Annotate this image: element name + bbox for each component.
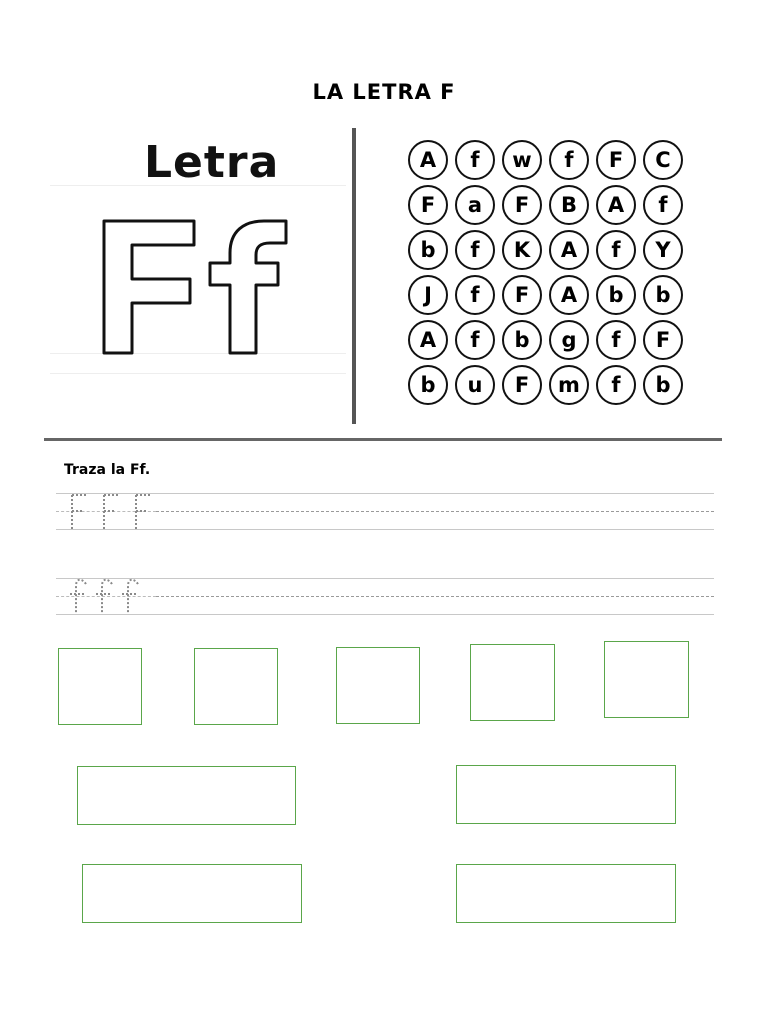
answer-box-small-4[interactable] (470, 644, 555, 721)
letter-circle[interactable]: f (455, 320, 495, 360)
trace-row-lowercase[interactable] (56, 578, 714, 618)
letter-circle[interactable]: b (596, 275, 636, 315)
letter-circle[interactable]: f (596, 320, 636, 360)
letter-circle[interactable]: f (455, 275, 495, 315)
letter-circle[interactable]: f (596, 230, 636, 270)
letter-circle[interactable]: A (596, 185, 636, 225)
letter-circle[interactable]: f (549, 140, 589, 180)
vertical-divider (352, 128, 356, 424)
letter-circle[interactable]: A (549, 275, 589, 315)
letter-circle[interactable]: g (549, 320, 589, 360)
letter-circle[interactable]: A (549, 230, 589, 270)
outlined-letters-ff (94, 213, 294, 363)
answer-box-small-1[interactable] (58, 648, 142, 725)
horizontal-divider (44, 438, 722, 441)
poster-word: Letra (144, 137, 280, 188)
letter-circle[interactable]: F (502, 365, 542, 405)
letter-circle[interactable]: f (596, 365, 636, 405)
letter-circle[interactable]: b (408, 365, 448, 405)
answer-box-small-2[interactable] (194, 648, 278, 725)
trace-instruction: Traza la Ff. (64, 462, 151, 478)
answer-box-wide-2[interactable] (456, 765, 676, 824)
letter-circle[interactable]: F (502, 275, 542, 315)
letter-circle[interactable]: b (408, 230, 448, 270)
answer-box-small-5[interactable] (604, 641, 689, 718)
letter-circle[interactable]: w (502, 140, 542, 180)
letter-circle[interactable]: f (455, 140, 495, 180)
letter-circle[interactable]: C (643, 140, 683, 180)
dotted-lowercase-f-guide (64, 574, 164, 618)
letter-circle[interactable]: b (643, 275, 683, 315)
letter-circle[interactable]: Y (643, 230, 683, 270)
answer-box-wide-3[interactable] (82, 864, 302, 923)
letter-circle[interactable]: J (408, 275, 448, 315)
letter-circle[interactable]: F (502, 185, 542, 225)
answer-box-wide-1[interactable] (77, 766, 296, 825)
letter-circle[interactable]: a (455, 185, 495, 225)
letter-circle[interactable]: A (408, 140, 448, 180)
letter-circle[interactable]: F (596, 140, 636, 180)
answer-box-small-3[interactable] (336, 647, 420, 724)
dotted-uppercase-f-guide (64, 489, 164, 533)
letter-circle[interactable]: f (643, 185, 683, 225)
letter-poster (50, 135, 346, 415)
letter-circle[interactable]: F (408, 185, 448, 225)
letter-circle[interactable]: B (549, 185, 589, 225)
trace-row-uppercase[interactable] (56, 493, 714, 533)
letter-circle[interactable]: f (455, 230, 495, 270)
letter-circle[interactable]: u (455, 365, 495, 405)
letter-circle[interactable]: b (643, 365, 683, 405)
letter-circle[interactable]: F (643, 320, 683, 360)
letter-circle-grid (408, 140, 694, 415)
outlined-uppercase-f (104, 221, 194, 353)
letter-circle[interactable]: A (408, 320, 448, 360)
letter-circle[interactable]: b (502, 320, 542, 360)
outlined-lowercase-f (210, 221, 286, 353)
letter-circle[interactable]: m (549, 365, 589, 405)
answer-box-wide-4[interactable] (456, 864, 676, 923)
letter-circle[interactable]: K (502, 230, 542, 270)
page-title: LA LETRA F (312, 80, 456, 104)
